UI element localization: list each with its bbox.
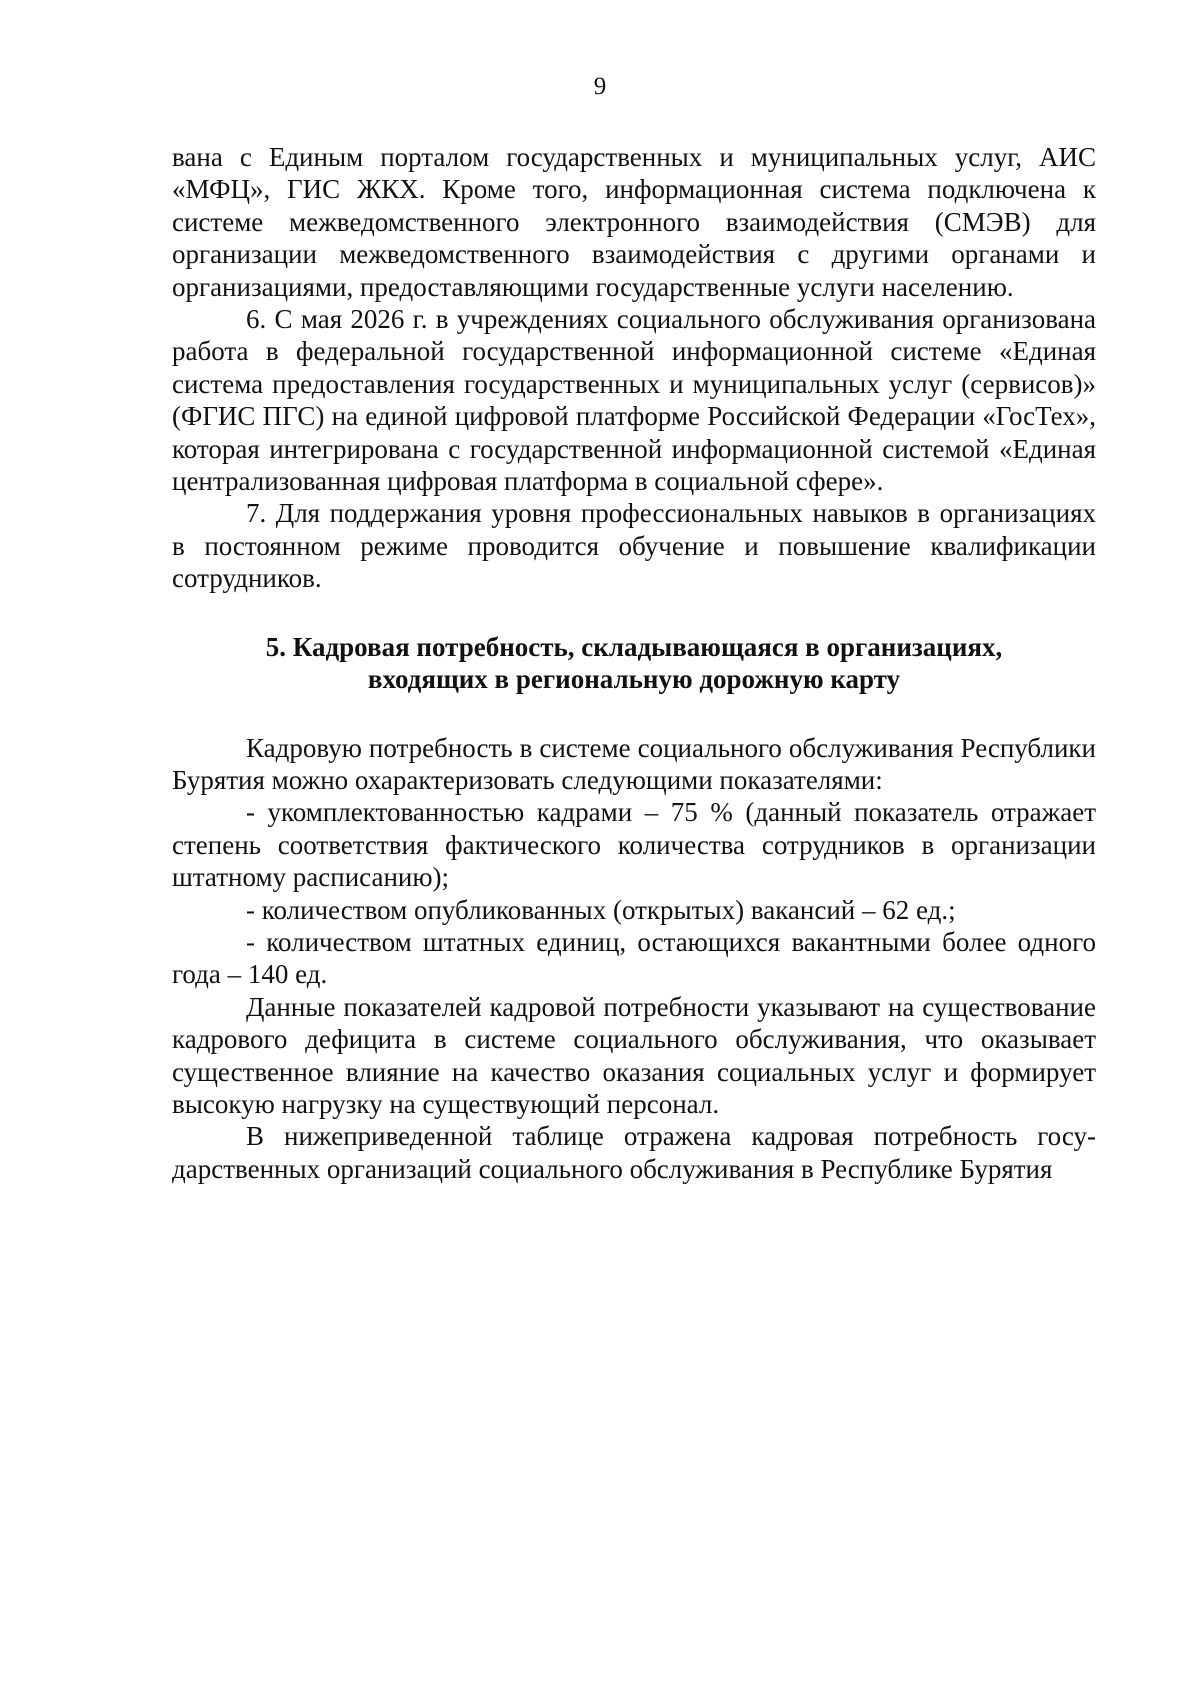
section-heading-line-2: входящих в региональную дорожную карту bbox=[367, 664, 901, 695]
page-number: 9 bbox=[593, 73, 607, 100]
paragraph-item-6: 6. С мая 2026 г. в учреждениях социального обслуживания организована работа в федеральной государственной информационной системе «Единая система предоставления государственных и муниципальных услуг (сервисов)» (ФГИС ПГС) на единой цифровой платформе Российской Федерации «ГосТех», которая интегрирована с государственной информационной системой «Единая централизованная цифровая платформа в социальной сфере». bbox=[172, 304, 1096, 497]
indicator-long-vacant: - количеством штатных единиц, остающихся вакантными более одного года – 140 ед. bbox=[172, 926, 1096, 990]
paragraph-intro: Кадровую потребность в системе социального обслуживания Республики Бурятия можно охарактеризовать следующими показателями: bbox=[172, 732, 1096, 795]
paragraph-table-intro: В нижеприведенной таблице отражена кадровая потребность государственных организаций социального обслуживания в Республике Бурятия bbox=[172, 1121, 1096, 1184]
indicator-vacancies: - количеством опубликованных (открытых) вакансий – 62 ед.; bbox=[246, 894, 956, 925]
paragraph-item-7: 7. Для поддержания уровня профессиональных навыков в организациях в постоянном режиме проводится обучение и повышение квалификации сотрудников. bbox=[172, 498, 1096, 594]
section-heading-line-1: 5. Кадровая потребность, складывающаяся в организациях, bbox=[265, 631, 1003, 662]
paragraph-continuation: вана с Единым порталом государственных и муниципальных услуг, АИС «МФЦ», ГИС ЖКХ. Кроме того, информационная система подключена к системе межведомственного электронного взаимодействия (СМЭВ) для организации межведомственного взаимодействия с другими органами и организациями, предоставляющими государственные услуги населению. bbox=[172, 142, 1096, 302]
paragraph-conclusion: Данные показателей кадровой потребности указывают на существование кадрового дефицита в системе социального обслуживания, что оказывает существенное влияние на качество оказания социальных услуг и формирует высокую нагрузку на существующий персонал. bbox=[172, 991, 1096, 1119]
indicator-staffing: - укомплектованностью кадрами – 75 % (данный показатель отражает степень соответствия фактического количества сотрудников в организации штатному расписанию); bbox=[172, 797, 1096, 893]
section-heading bbox=[172, 631, 1096, 696]
document-body bbox=[172, 141, 1096, 1185]
